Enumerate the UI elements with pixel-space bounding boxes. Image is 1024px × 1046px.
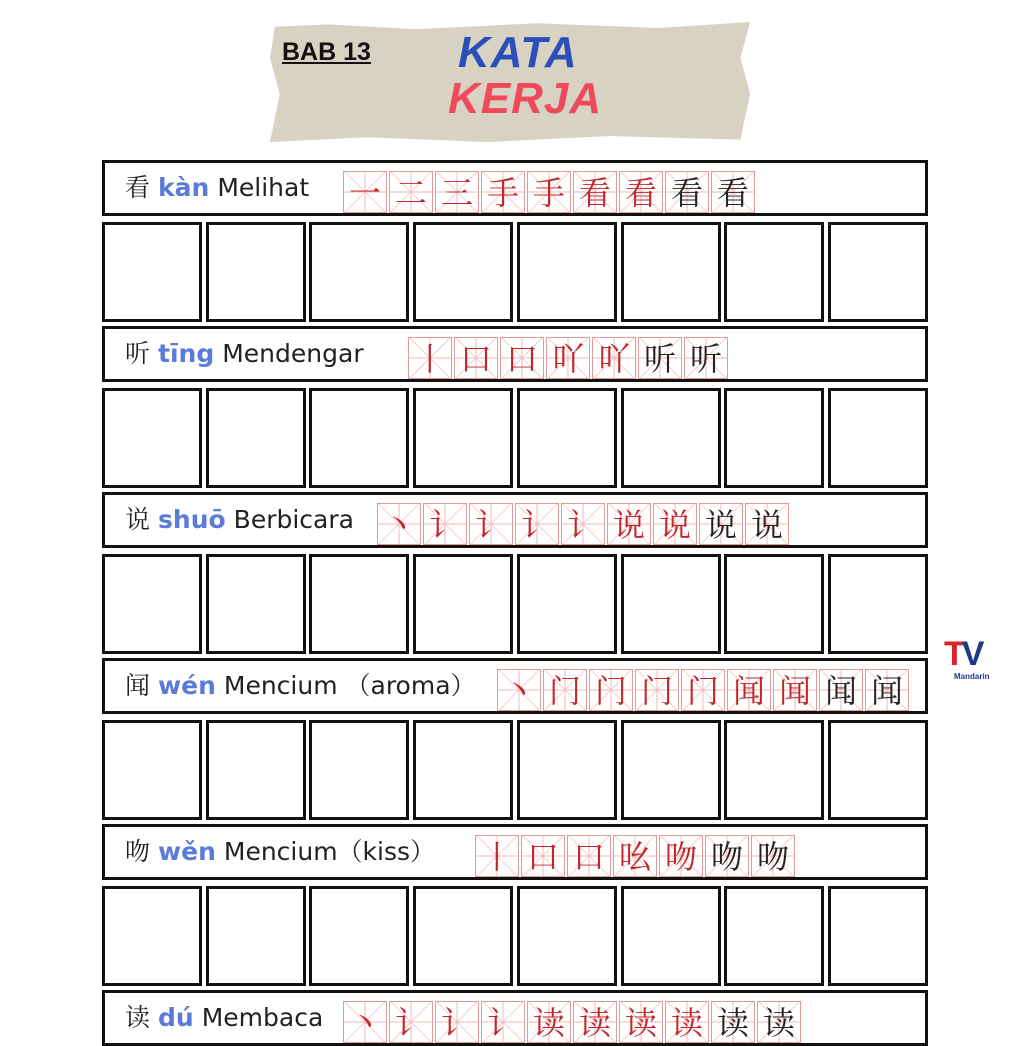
stroke-order [343,1001,803,1043]
practice-box[interactable] [413,886,513,986]
stroke-cell [745,503,789,545]
stroke-cell [546,337,590,379]
stroke-glyph: 闻 [870,672,903,710]
title-line-2: KERJA [448,74,603,123]
stroke-cell [699,503,743,545]
practice-box[interactable] [724,886,824,986]
stroke-cell [423,503,467,545]
logo-subtitle: Mandarin [954,672,990,681]
word-label [125,329,364,379]
stroke-cell [684,337,728,379]
practice-box[interactable] [206,554,306,654]
practice-box[interactable] [413,222,513,322]
stroke-glyph: 丨 [413,340,446,378]
word-pinyin: dú [158,1003,194,1032]
stroke-cell [619,1001,663,1043]
stroke-glyph: 读 [532,1004,565,1042]
practice-row-ting [102,388,928,488]
practice-box[interactable] [517,222,617,322]
word-pinyin: wěn [158,837,216,866]
practice-box[interactable] [724,388,824,488]
stroke-cell [819,669,863,711]
stroke-glyph: 口 [572,838,605,876]
stroke-glyph: 口 [459,340,492,378]
stroke-cell [773,669,817,711]
stroke-cell [521,835,565,877]
stroke-cell [711,171,755,213]
stroke-cell [681,669,725,711]
stroke-cell [619,171,663,213]
stroke-cell [543,669,587,711]
stroke-glyph: 吆 [618,838,651,876]
practice-row-wen-kiss [102,886,928,986]
word-label [125,163,309,213]
word-meaning: Mendengar [222,339,364,368]
word-label [125,661,476,711]
practice-box[interactable] [621,222,721,322]
stroke-glyph: 二 [394,174,427,212]
word-label [125,993,323,1043]
word-row-kan [102,160,928,216]
practice-box[interactable] [413,554,513,654]
stroke-glyph: 讠 [474,506,507,544]
practice-box[interactable] [309,886,409,986]
stroke-glyph: 听 [689,340,722,378]
word-meaning: Mencium（kiss） [223,837,436,866]
practice-box[interactable] [621,886,721,986]
word-row-wen-smell [102,658,928,714]
word-hanzi: 听 [125,339,151,368]
stroke-glyph: 说 [612,506,645,544]
stroke-cell [481,171,525,213]
stroke-glyph: 读 [670,1004,703,1042]
stroke-cell [613,835,657,877]
word-hanzi: 闻 [125,671,151,700]
practice-box[interactable] [828,388,928,488]
word-hanzi: 看 [125,173,151,202]
practice-box[interactable] [724,554,824,654]
word-pinyin: shuō [158,505,226,534]
practice-box[interactable] [102,886,202,986]
stroke-cell [638,337,682,379]
stroke-glyph: 讠 [394,1004,427,1042]
practice-box[interactable] [517,886,617,986]
stroke-cell [343,171,387,213]
stroke-glyph: 三 [440,174,473,212]
word-row-wen-kiss [102,824,928,880]
stroke-cell [343,1001,387,1043]
stroke-cell [659,835,703,877]
word-hanzi: 吻 [125,837,151,866]
stroke-glyph: 说 [658,506,691,544]
logo-mark: TV [944,635,982,673]
stroke-glyph: 读 [578,1004,611,1042]
stroke-cell [469,503,513,545]
stroke-glyph: 口 [505,340,538,378]
stroke-cell [727,669,771,711]
practice-box[interactable] [621,554,721,654]
word-meaning: Membaca [201,1003,324,1032]
stroke-cell [500,337,544,379]
stroke-glyph: 讠 [428,506,461,544]
stroke-glyph: 吻 [664,838,697,876]
stroke-glyph: 丨 [480,838,513,876]
stroke-glyph: 闻 [824,672,857,710]
stroke-cell [592,337,636,379]
stroke-glyph: 吻 [710,838,743,876]
stroke-glyph: 吖 [551,340,584,378]
word-meaning: Melihat [217,173,310,202]
stroke-glyph: 闻 [732,672,765,710]
stroke-glyph: 一 [348,174,381,212]
stroke-cell [757,1001,801,1043]
stroke-cell [665,171,709,213]
stroke-glyph: 闻 [778,672,811,710]
stroke-glyph: 看 [578,174,611,212]
practice-box[interactable] [309,554,409,654]
practice-box[interactable] [621,388,721,488]
practice-box[interactable] [102,554,202,654]
stroke-glyph: 读 [624,1004,657,1042]
stroke-glyph: 吻 [756,838,789,876]
practice-box[interactable] [102,388,202,488]
practice-box[interactable] [517,388,617,488]
stroke-cell [481,1001,525,1043]
stroke-glyph: 听 [643,340,676,378]
stroke-cell [475,835,519,877]
stroke-cell [635,669,679,711]
stroke-cell [408,337,452,379]
stroke-cell [435,171,479,213]
stroke-cell [527,171,571,213]
stroke-glyph: 讠 [486,1004,519,1042]
stroke-cell [377,503,421,545]
stroke-glyph: 门 [594,672,627,710]
word-pinyin: kàn [158,173,210,202]
stroke-cell [665,1001,709,1043]
stroke-cell [573,171,617,213]
stroke-order [497,669,911,711]
stroke-glyph: 门 [686,672,719,710]
practice-box[interactable] [206,886,306,986]
stroke-cell [865,669,909,711]
stroke-glyph: 丶 [502,672,535,710]
stroke-cell [653,503,697,545]
practice-box[interactable] [206,720,306,820]
title-line-1: KATA [458,28,578,77]
stroke-cell [607,503,651,545]
stroke-glyph: 看 [624,174,657,212]
practice-row-kan [102,222,928,322]
practice-box[interactable] [309,388,409,488]
word-row-du [102,990,928,1046]
stroke-glyph: 口 [526,838,559,876]
practice-box[interactable] [206,388,306,488]
word-meaning: Berbicara [233,505,354,534]
stroke-cell [515,503,559,545]
stroke-glyph: 丶 [348,1004,381,1042]
stroke-cell [527,1001,571,1043]
chapter-label: BAB 13 [282,38,371,66]
stroke-order [377,503,791,545]
practice-box[interactable] [828,222,928,322]
practice-box[interactable] [724,720,824,820]
stroke-cell [711,1001,755,1043]
practice-box[interactable] [828,720,928,820]
word-pinyin: wén [158,671,216,700]
word-meaning: Mencium （aroma） [223,671,476,700]
practice-box[interactable] [413,720,513,820]
stroke-glyph: 门 [640,672,673,710]
stroke-glyph: 丶 [382,506,415,544]
stroke-glyph: 吖 [597,340,630,378]
word-pinyin: tīng [158,339,215,368]
practice-box[interactable] [517,720,617,820]
tv-mandarin-logo [944,636,998,684]
stroke-glyph: 讠 [440,1004,473,1042]
word-label [125,495,354,545]
practice-box[interactable] [309,720,409,820]
practice-box[interactable] [517,554,617,654]
word-row-shuo [102,492,928,548]
word-hanzi: 说 [125,505,151,534]
practice-row-shuo [102,554,928,654]
stroke-glyph: 说 [750,506,783,544]
stroke-cell [561,503,605,545]
stroke-cell [435,1001,479,1043]
stroke-cell [751,835,795,877]
practice-box[interactable] [309,222,409,322]
stroke-cell [567,835,611,877]
stroke-glyph: 看 [716,174,749,212]
word-label [125,827,435,877]
practice-box[interactable] [102,222,202,322]
stroke-cell [454,337,498,379]
stroke-glyph: 看 [670,174,703,212]
word-row-ting [102,326,928,382]
stroke-glyph: 手 [486,174,519,212]
practice-box[interactable] [724,222,824,322]
stroke-order [343,171,757,213]
stroke-cell [389,1001,433,1043]
stroke-glyph: 门 [548,672,581,710]
stroke-order [408,337,730,379]
practice-box[interactable] [102,720,202,820]
stroke-cell [497,669,541,711]
practice-row-wen-smell [102,720,928,820]
practice-box[interactable] [828,554,928,654]
practice-box[interactable] [206,222,306,322]
stroke-cell [705,835,749,877]
stroke-glyph: 读 [716,1004,749,1042]
stroke-glyph: 讠 [566,506,599,544]
stroke-glyph: 说 [704,506,737,544]
stroke-cell [389,171,433,213]
practice-box[interactable] [828,886,928,986]
stroke-cell [589,669,633,711]
stroke-order [475,835,797,877]
stroke-cell [573,1001,617,1043]
practice-box[interactable] [621,720,721,820]
stroke-glyph: 读 [762,1004,795,1042]
practice-box[interactable] [413,388,513,488]
word-hanzi: 读 [125,1003,151,1032]
stroke-glyph: 讠 [520,506,553,544]
stroke-glyph: 手 [532,174,565,212]
